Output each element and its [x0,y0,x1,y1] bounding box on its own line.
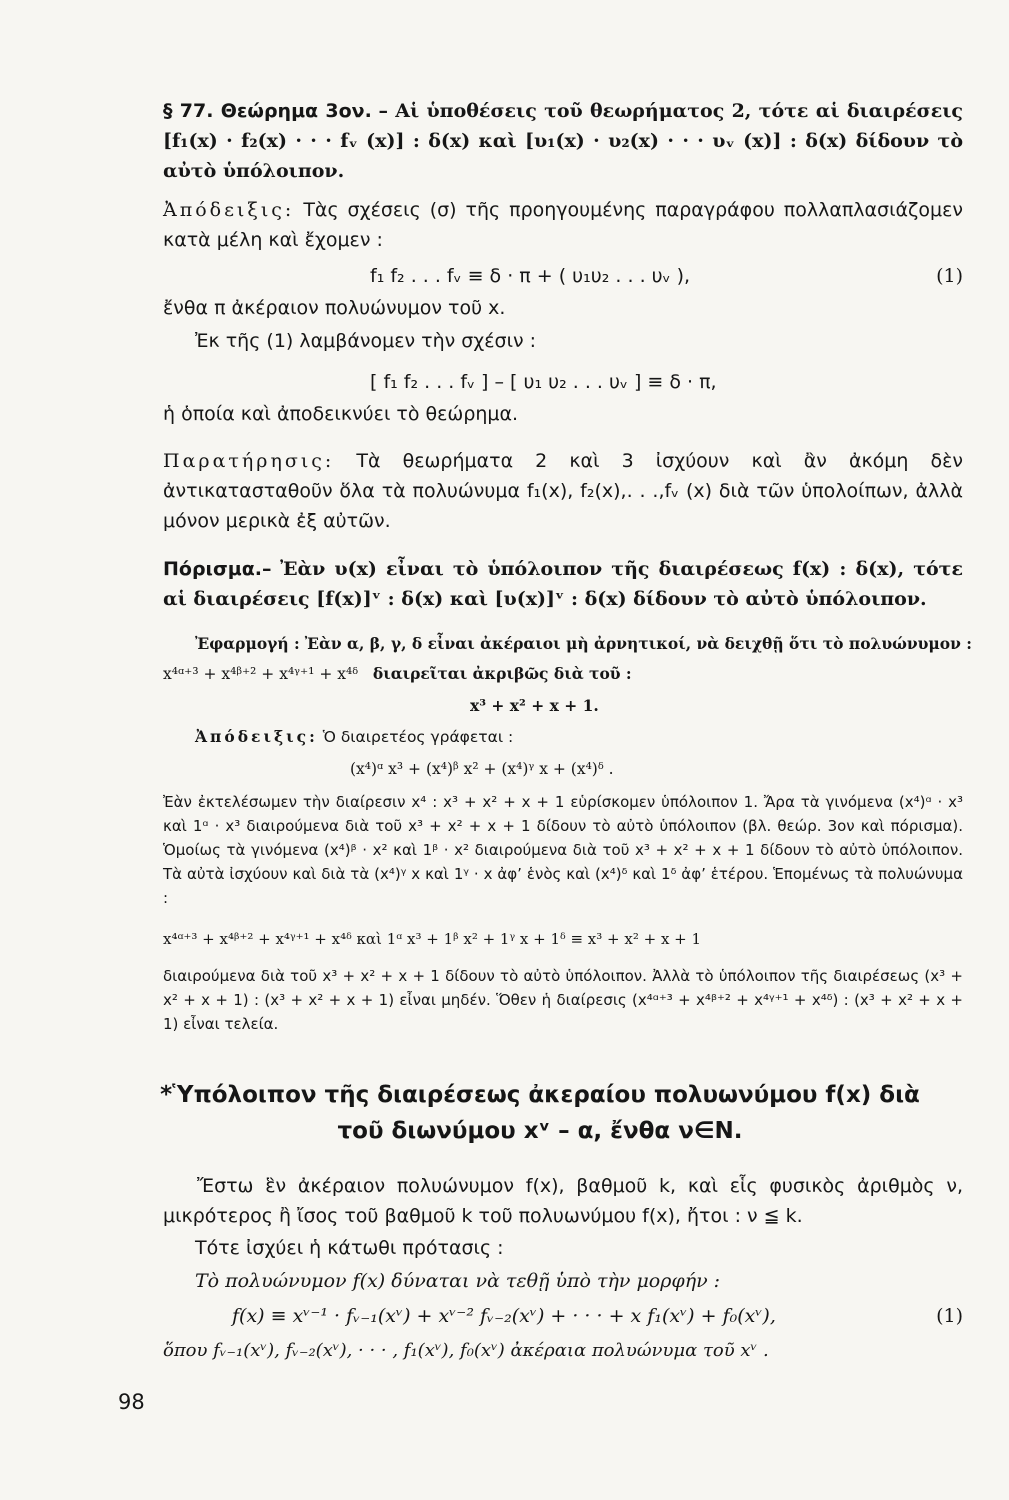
section-heading [120,1078,960,1149]
application-divides: διαιρεῖται ἀκριβῶς διὰ τοῦ : [372,664,632,683]
section-paragraph-2: Τότε ἰσχύει ἡ κάτωθι πρότασις : [195,1237,504,1259]
remark-text: Τὰ θεωρήματα 2 καὶ 3 ἰσχύουν καὶ ἂν ἀκόμη δὲν ἀντικατασταθοῦν ὅλα τὰ πολυώνυμα f₁(x), f₂(x),. . .,fᵥ (x) διὰ τῶν ὑπολοίπων, ἀλλὰ μόνον μερικὰ ἐξ αὐτῶν. [163,450,964,533]
equation: f₁ f₂ . . . fᵥ ≡ δ · π + ( υ₁υ₂ . . . υᵥ ), [370,265,691,287]
proof-label: Ἀπόδειξις: [163,199,295,221]
remark-label: Παρατήρησις: [163,450,335,472]
proof-from: Ἐκ τῆς (1) λαμβάνομεν τὴν σχέσιν : [195,330,537,352]
corollary-label: Πόρισμα.– [163,558,272,580]
section-where: ὅπου fᵥ₋₁(xᵛ), fᵥ₋₂(xᵛ), · · · , f₁(xᵛ), f₀(xᵛ) ἀκέραια πολυώνυμα τοῦ xᵛ . [163,1340,769,1361]
theorem-paragraph [163,96,963,186]
corollary-text: Ἐὰν υ(x) εἶναι τὸ ὑπόλοιπον τῆς διαιρέσεως f(x) : δ(x), τότε αἱ διαιρέσεις [f(x)]ᵛ : δ(x) καὶ [υ(x)]ᵛ : δ(x) δίδουν τὸ αὐτὸ ὑπόλοιπον. [163,558,963,611]
section-proposition: Τὸ πολυώνυμον f(x) δύναται νὰ τεθῇ ὑπὸ τὴν μορφήν : [195,1270,721,1292]
proof2-equation: (x⁴)ᵅ x³ + (x⁴)ᵝ x² + (x⁴)ᵞ x + (x⁴)ᵟ . [350,760,614,778]
page-number: 98 [118,1390,145,1414]
proof-equation-1 [370,265,963,287]
proof2-label: Ἀπόδειξις: [195,727,318,746]
application-divisor: x³ + x² + x + 1. [470,696,599,715]
application-text: Ἐὰν α, β, γ, δ εἶναι ἀκέραιοι μὴ ἀρνητικοί, νὰ δειχθῇ ὅτι τὸ πολυώνυμον : [304,634,972,653]
equation-number: (1) [936,265,963,287]
proof2-line [195,727,963,746]
section-heading-line-1: *Ὑπόλοιπον τῆς διαιρέσεως ἀκεραίου πολυωνύμου f(x) διὰ [160,1082,920,1108]
proof-equation-2: [ f₁ f₂ . . . fᵥ ] – [ υ₁ υ₂ . . . υᵥ ] ≡ δ · π, [370,371,717,393]
proof2-paragraph-2: διαιρούμενα διὰ τοῦ x³ + x² + x + 1 δίδουν τὸ αὐτὸ ὑπόλοιπον. Ἀλλὰ τὸ ὑπόλοιπον τῆς διαιρέσεως (x³ + x² + x + 1) : (x³ + x² + x + 1) εἶναι μηδέν. Ὅθεν ἡ διαίρεσις (x⁴ᵅ⁺³ + x⁴ᵝ⁺² + x⁴ᵞ⁺¹ + x⁴ᵟ) : (x³ + x² + x + 1) εἶναι τελεία. [163,967,963,1033]
corollary-paragraph [163,554,963,614]
section-paragraph-1: Ἔστω ἓν ἀκέραιον πολυώνυμον f(x), βαθμοῦ k, καὶ εἷς φυσικὸς ἀριθμὸς ν, μικρότερος ἢ ἴσος τοῦ βαθμοῦ k τοῦ πολυωνύμου f(x), ἤτοι : ν ≦ k. [163,1175,963,1228]
remark-paragraph [163,446,963,536]
equation-number: (1) [936,1305,963,1327]
proof2-paragraph-1: Ἐὰν ἐκτελέσωμεν τὴν διαίρεσιν x⁴ : x³ + x² + x + 1 εὑρίσκομεν ὑπόλοιπον 1. Ἄρα τὰ γινόμενα (x⁴)ᵅ · x³ καὶ 1ᵅ · x³ διαιρούμενα διὰ τοῦ x³ + x² + x + 1 δίδουν τὸ αὐτὸ ὑπόλοιπον (βλ. θεώρ. 3ον καὶ πόρισμα). Ὁμοίως τὰ γινόμενα (x⁴)ᵝ · x² καὶ 1ᵝ · x² διαιρούμενα διὰ τοῦ x³ + x² + x + 1 δίδουν τὸ αὐτὸ ὑπόλοιπον. Τὰ αὐτὰ ἰσχύουν καὶ διὰ τὰ (x⁴)ᵞ x καὶ 1ᵞ · x ἀφ’ ἑνὸς καὶ (x⁴)ᵟ καὶ 1ᵟ ἀφ’ ἑτέρου. Ἑπομένως τὰ πολυώνυμα : [163,793,963,907]
application-label: Ἐφαρμογή : [195,634,300,653]
proof-text: Τὰς σχέσεις (σ) τῆς προηγουμένης παραγράφου πολλαπλασιάζομεν κατὰ μέλη καὶ ἔχομεν : [163,199,963,252]
application-polynomial-line [163,664,963,683]
proof2-equation-2: x⁴ᵅ⁺³ + x⁴ᵝ⁺² + x⁴ᵞ⁺¹ + x⁴ᵟ καὶ 1ᵅ x³ + 1ᵝ x² + 1ᵞ x + 1ᵟ ≡ x³ + x² + x + 1 [163,930,702,948]
section-heading-line-2: τοῦ διωνύμου xᵛ – α, ἔνθα ν∈N. [337,1117,743,1144]
theorem-statement: – Αἱ ὑποθέσεις τοῦ θεωρήματος 2, τότε αἱ διαιρέσεις [f₁(x) · f₂(x) · · · fᵥ (x)] : δ(x) καὶ [υ₁(x) · υ₂(x) · · · υᵥ (x)] : δ(x) δίδουν τὸ αὐτὸ ὑπόλοιπον. [163,100,964,183]
application-line [195,634,972,653]
proof2-text: Ὁ διαιρετέος γράφεται : [322,728,514,746]
theorem-title: § 77. Θεώρημα 3ον. [163,100,372,122]
equation: f(x) ≡ xᵛ⁻¹ · fᵥ₋₁(xᵛ) + xᵛ⁻² fᵥ₋₂(xᵛ) + · · · + x f₁(xᵛ) + f₀(xᵛ), [232,1305,776,1327]
proof-where: ἔνθα π ἀκέραιον πολυώνυμον τοῦ x. [163,297,506,319]
application-polynomial: x⁴ᵅ⁺³ + x⁴ᵝ⁺² + x⁴ᵞ⁺¹ + x⁴ᵟ [163,665,359,683]
proof-paragraph [163,195,963,255]
section-equation [232,1305,963,1327]
proof-conclusion: ἡ ὁποία καὶ ἀποδεικνύει τὸ θεώρημα. [163,403,519,425]
